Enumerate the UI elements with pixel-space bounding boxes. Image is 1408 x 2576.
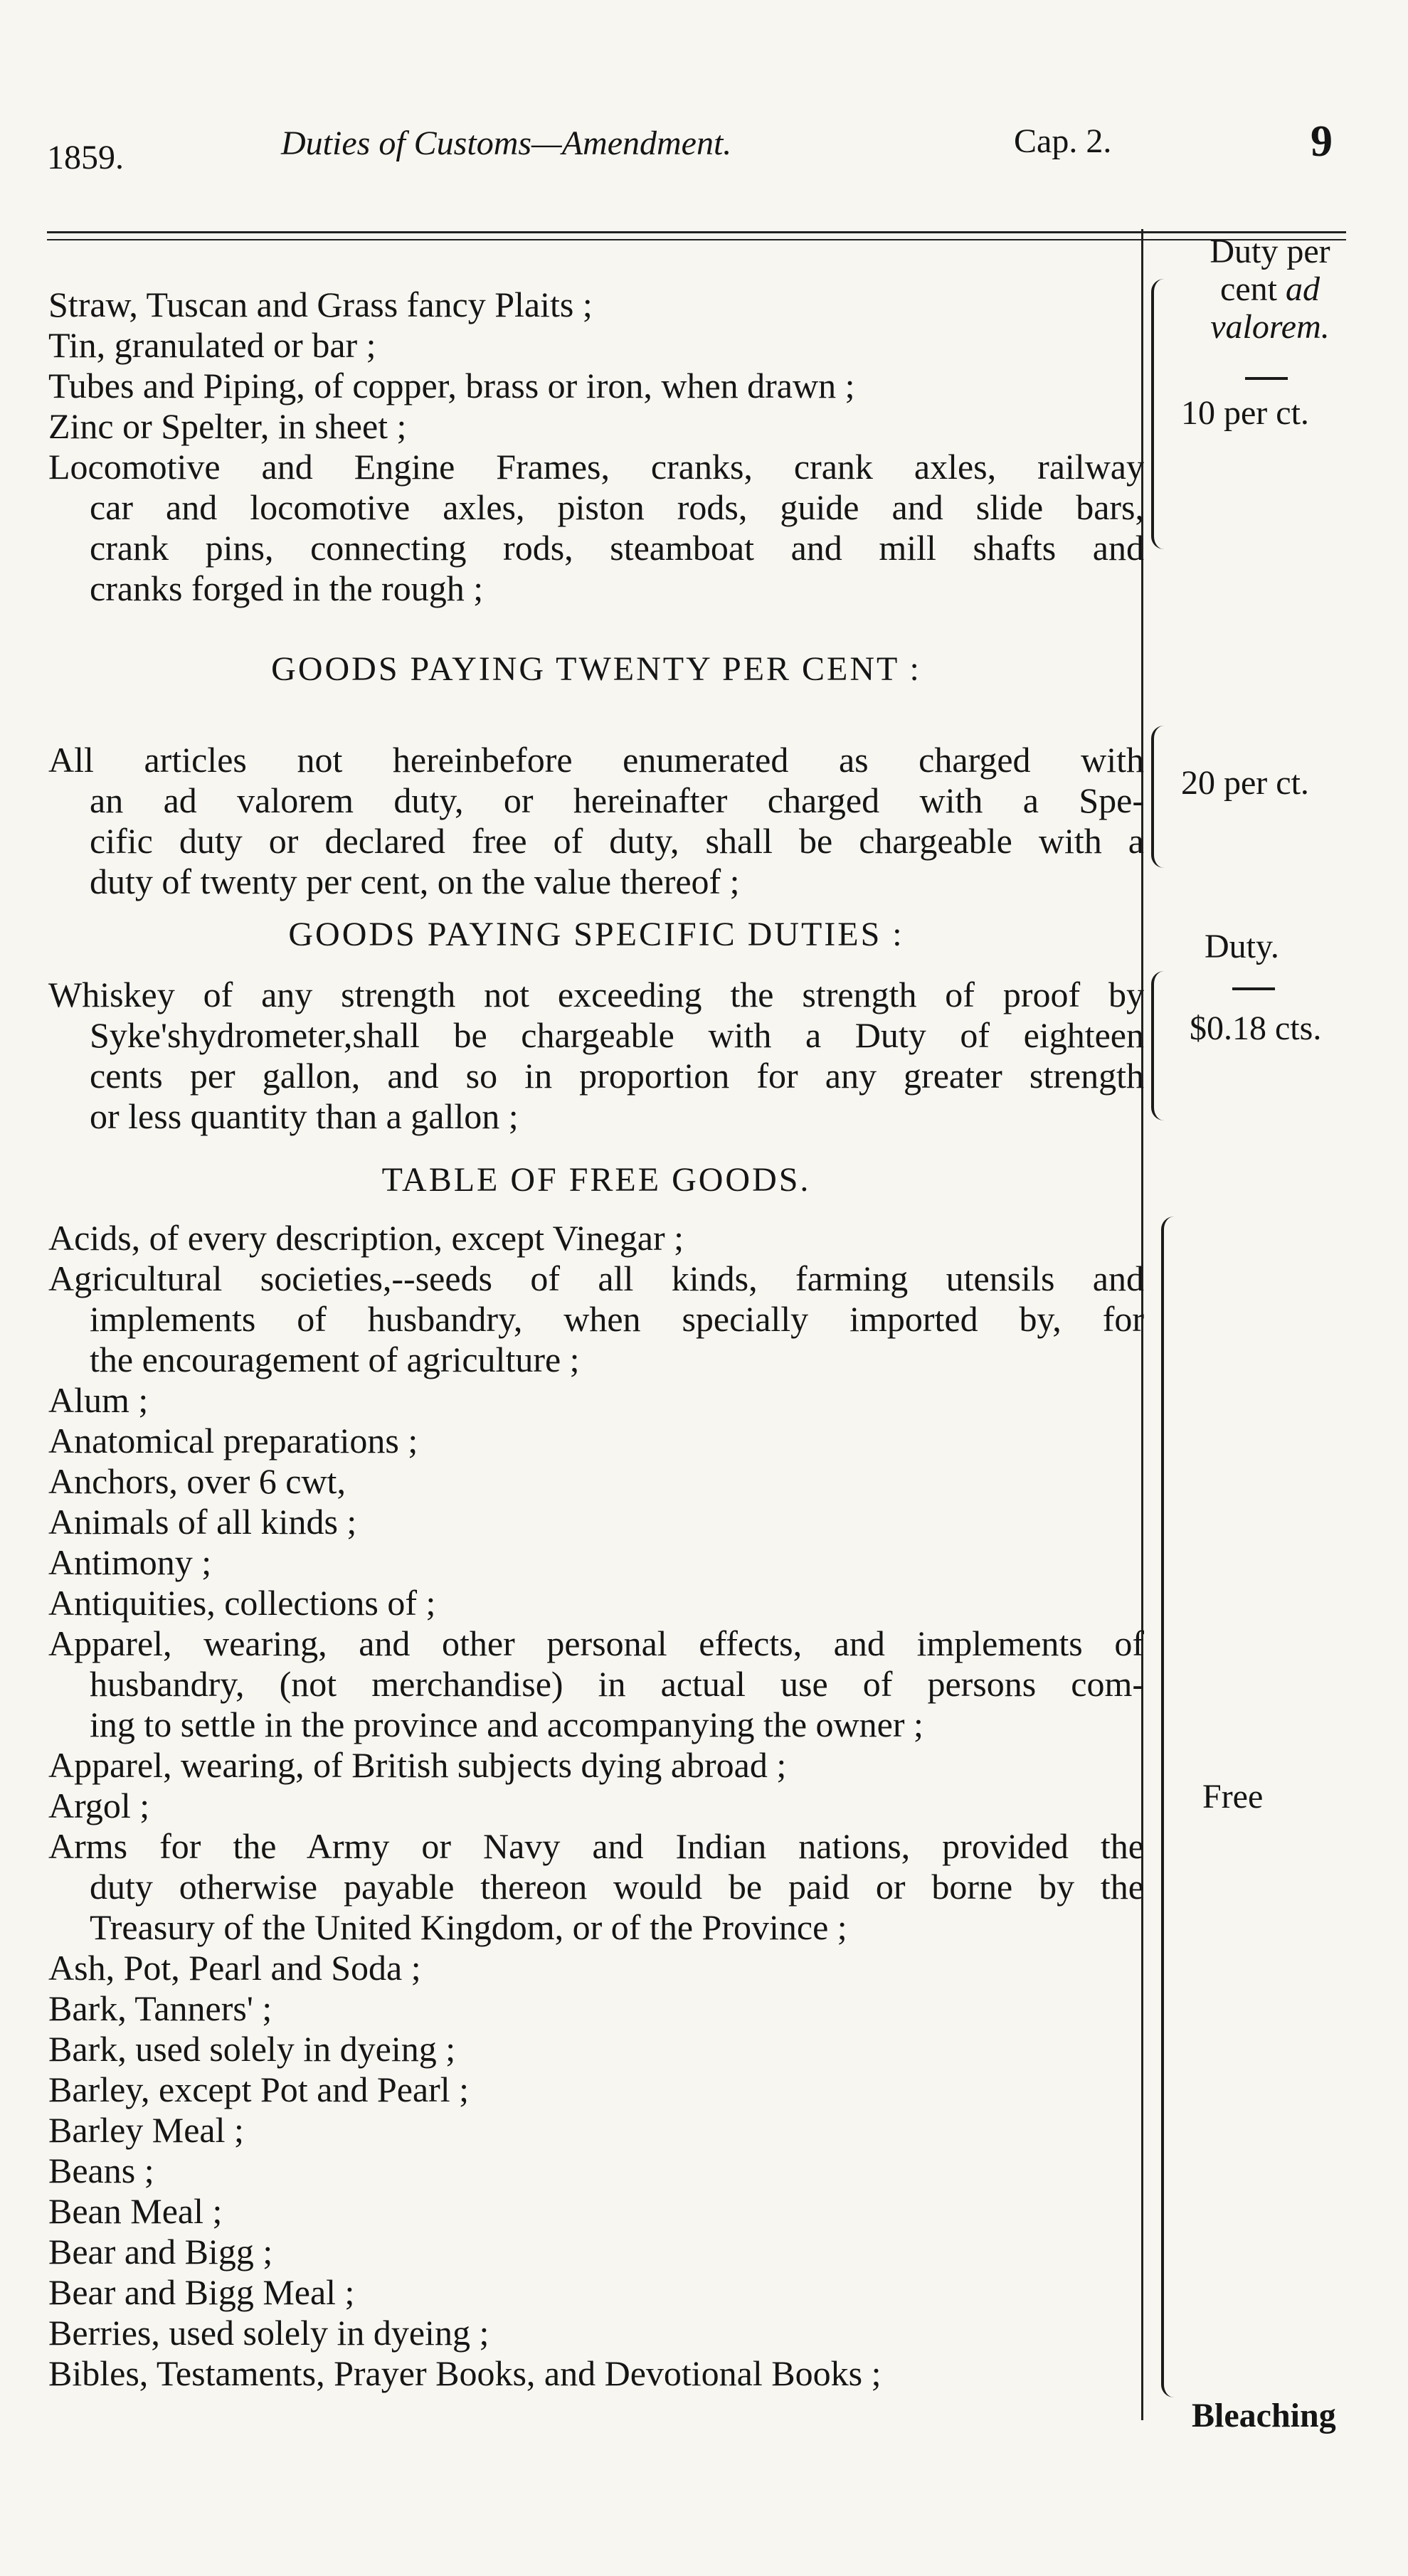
free-goods-item bbox=[48, 1461, 1144, 1502]
free-goods-item-line: duty otherwise payable thereon would be paid or borne by the bbox=[90, 1867, 1144, 1907]
twenty-percent-paragraph bbox=[48, 740, 1144, 902]
free-goods-item-line: Bean Meal ; bbox=[48, 2191, 223, 2231]
ten-percent-item-line: crank pins, connecting rods, steamboat and mill shafts and bbox=[90, 528, 1144, 568]
free-goods-item bbox=[48, 2191, 1144, 2232]
free-goods-item-line: Arms for the Army or Navy and Indian nations, provided the bbox=[48, 1826, 1144, 1866]
free-goods-item-line: Agricultural societies,--seeds of all kinds, farming utensils and bbox=[48, 1258, 1144, 1298]
free-goods-item-line: Apparel, wearing, of British subjects dying abroad ; bbox=[48, 1745, 787, 1785]
free-goods-item bbox=[48, 1258, 1144, 1380]
heading-free-goods: TABLE OF FREE GOODS. bbox=[381, 1161, 811, 1199]
free-goods-item-line: Antiquities, collections of ; bbox=[48, 1583, 436, 1623]
duty-header bbox=[1177, 233, 1362, 346]
free-goods-item-line: Barley Meal ; bbox=[48, 2110, 244, 2150]
rate-specific: $0.18 cts. bbox=[1190, 1009, 1322, 1047]
free-goods-item-line: Beans ; bbox=[48, 2151, 154, 2190]
free-goods-list bbox=[48, 1218, 1144, 2394]
free-goods-item-line: husbandry, (not merchandise) in actual use of persons com- bbox=[90, 1664, 1144, 1704]
free-goods-item bbox=[48, 2069, 1144, 2110]
ten-percent-item-line: car and locomotive axles, piston rods, guide and slide bars, bbox=[90, 487, 1144, 527]
specific-duty-line: Syke'shydrometer,shall be chargeable with a Duty of eighteen bbox=[90, 1015, 1144, 1055]
page-number: 9 bbox=[1311, 117, 1333, 166]
ten-percent-item-line: Tin, granulated or bar ; bbox=[48, 325, 376, 365]
ten-percent-brace bbox=[1151, 279, 1170, 549]
ten-percent-item bbox=[48, 366, 1144, 406]
free-goods-item-line: Alum ; bbox=[48, 1380, 149, 1420]
specific-duties-paragraph bbox=[48, 975, 1144, 1137]
free-goods-item bbox=[48, 1745, 1144, 1786]
catchword: Bleaching bbox=[1192, 2397, 1336, 2434]
duty-header-line3: valorem. bbox=[1210, 307, 1330, 346]
header-dash bbox=[1245, 377, 1288, 380]
free-goods-item bbox=[48, 1988, 1144, 2029]
twenty-percent-line: cific duty or declared free of duty, shall be chargeable with a bbox=[90, 821, 1144, 861]
free-goods-item-line: implements of husbandry, when specially imported by, for bbox=[90, 1299, 1144, 1339]
free-goods-item bbox=[48, 2110, 1144, 2151]
free-goods-item-line: Argol ; bbox=[48, 1786, 150, 1825]
free-goods-item-line: Animals of all kinds ; bbox=[48, 1502, 357, 1542]
free-goods-item bbox=[48, 2151, 1144, 2191]
free-goods-item bbox=[48, 2313, 1144, 2353]
ten-percent-item-line: Locomotive and Engine Frames, cranks, crank axles, railway bbox=[48, 447, 1144, 487]
twenty-percent-line: All articles not hereinbefore enumerated as charged with bbox=[48, 740, 1144, 780]
header-rule-bottom bbox=[47, 239, 1346, 240]
free-goods-item-line: Ash, Pot, Pearl and Soda ; bbox=[48, 1948, 421, 1988]
duty-header-line2: cent ad bbox=[1220, 270, 1320, 308]
free-goods-item bbox=[48, 1218, 1144, 1258]
free-goods-item-line: Antimony ; bbox=[48, 1542, 212, 1582]
specific-duty-line: or less quantity than a gallon ; bbox=[90, 1096, 519, 1136]
free-goods-item bbox=[48, 1623, 1144, 1745]
free-goods-brace bbox=[1161, 1217, 1180, 2397]
rate-twenty-percent: 20 per ct. bbox=[1181, 764, 1309, 802]
ten-percent-item-line: Zinc or Spelter, in sheet ; bbox=[48, 406, 407, 446]
free-goods-item bbox=[48, 1380, 1144, 1421]
free-goods-item-line: Bibles, Testaments, Prayer Books, and Devotional Books ; bbox=[48, 2353, 882, 2393]
free-goods-item bbox=[48, 2272, 1144, 2313]
free-goods-item-line: Berries, used solely in dyeing ; bbox=[48, 2313, 489, 2353]
free-goods-item-line: Anatomical preparations ; bbox=[48, 1421, 418, 1461]
running-head-title: Duties of Customs—Amendment. bbox=[281, 124, 732, 162]
duty-header-line1: Duty per bbox=[1209, 233, 1330, 270]
heading-specific-duties: GOODS PAYING SPECIFIC DUTIES : bbox=[288, 916, 904, 953]
free-goods-item bbox=[48, 1786, 1144, 1826]
free-goods-item bbox=[48, 1583, 1144, 1623]
ten-percent-item-line: cranks forged in the rough ; bbox=[90, 568, 484, 608]
free-goods-item bbox=[48, 1502, 1144, 1542]
free-goods-item-line: Bear and Bigg ; bbox=[48, 2232, 273, 2272]
free-goods-item bbox=[48, 1421, 1144, 1461]
duty-label: Duty. bbox=[1205, 928, 1279, 965]
twenty-percent-line: duty of twenty per cent, on the value thereof ; bbox=[90, 862, 740, 901]
free-goods-item-line: Barley, except Pot and Pearl ; bbox=[48, 2069, 470, 2109]
ten-percent-item-line: Straw, Tuscan and Grass fancy Plaits ; bbox=[48, 285, 593, 324]
ten-percent-item bbox=[48, 447, 1144, 609]
free-goods-item-line: Acids, of every description, except Vinegar ; bbox=[48, 1218, 684, 1258]
free-goods-item bbox=[48, 2353, 1144, 2394]
specific-duty-line: Whiskey of any strength not exceeding the strength of proof by bbox=[48, 975, 1144, 1014]
specific-duty-brace bbox=[1151, 971, 1170, 1120]
ten-percent-item bbox=[48, 406, 1144, 447]
free-goods-item-line: Bark, Tanners' ; bbox=[48, 1988, 272, 2028]
free-goods-item-line: Treasury of the United Kingdom, or of the Province ; bbox=[90, 1907, 847, 1947]
free-goods-item-line: Bark, used solely in dyeing ; bbox=[48, 2029, 456, 2069]
free-label: Free bbox=[1202, 1778, 1264, 1816]
specific-duty-line: cents per gallon, and so in proportion for any greater strength bbox=[90, 1056, 1144, 1096]
heading-twenty-percent: GOODS PAYING TWENTY PER CENT : bbox=[271, 650, 921, 688]
ten-percent-item bbox=[48, 325, 1144, 366]
free-goods-item bbox=[48, 2232, 1144, 2272]
free-goods-item-line: ing to settle in the province and accompanying the owner ; bbox=[90, 1705, 923, 1744]
running-head-year: 1859. bbox=[47, 139, 124, 176]
twenty-percent-line: an ad valorem duty, or hereinafter charged with a Spe- bbox=[90, 780, 1144, 820]
free-goods-item-line: Anchors, over 6 cwt, bbox=[48, 1461, 346, 1501]
ten-percent-item-line: Tubes and Piping, of copper, brass or iron, when drawn ; bbox=[48, 366, 855, 406]
free-goods-item-line: the encouragement of agriculture ; bbox=[90, 1340, 580, 1379]
running-head-chapter: Cap. 2. bbox=[1014, 122, 1112, 160]
ten-percent-item bbox=[48, 285, 1144, 325]
free-goods-item bbox=[48, 1826, 1144, 1948]
ten-percent-list bbox=[48, 285, 1144, 609]
twenty-percent-brace bbox=[1151, 726, 1170, 868]
free-goods-item-line: Bear and Bigg Meal ; bbox=[48, 2272, 355, 2312]
free-goods-item bbox=[48, 2029, 1144, 2069]
free-goods-item bbox=[48, 1948, 1144, 1988]
duty-dash bbox=[1232, 987, 1275, 990]
free-goods-item bbox=[48, 1542, 1144, 1583]
rate-ten-percent: 10 per ct. bbox=[1181, 394, 1309, 432]
header-rule-top bbox=[47, 231, 1346, 233]
free-goods-item-line: Apparel, wearing, and other personal effects, and implements of bbox=[48, 1623, 1144, 1663]
